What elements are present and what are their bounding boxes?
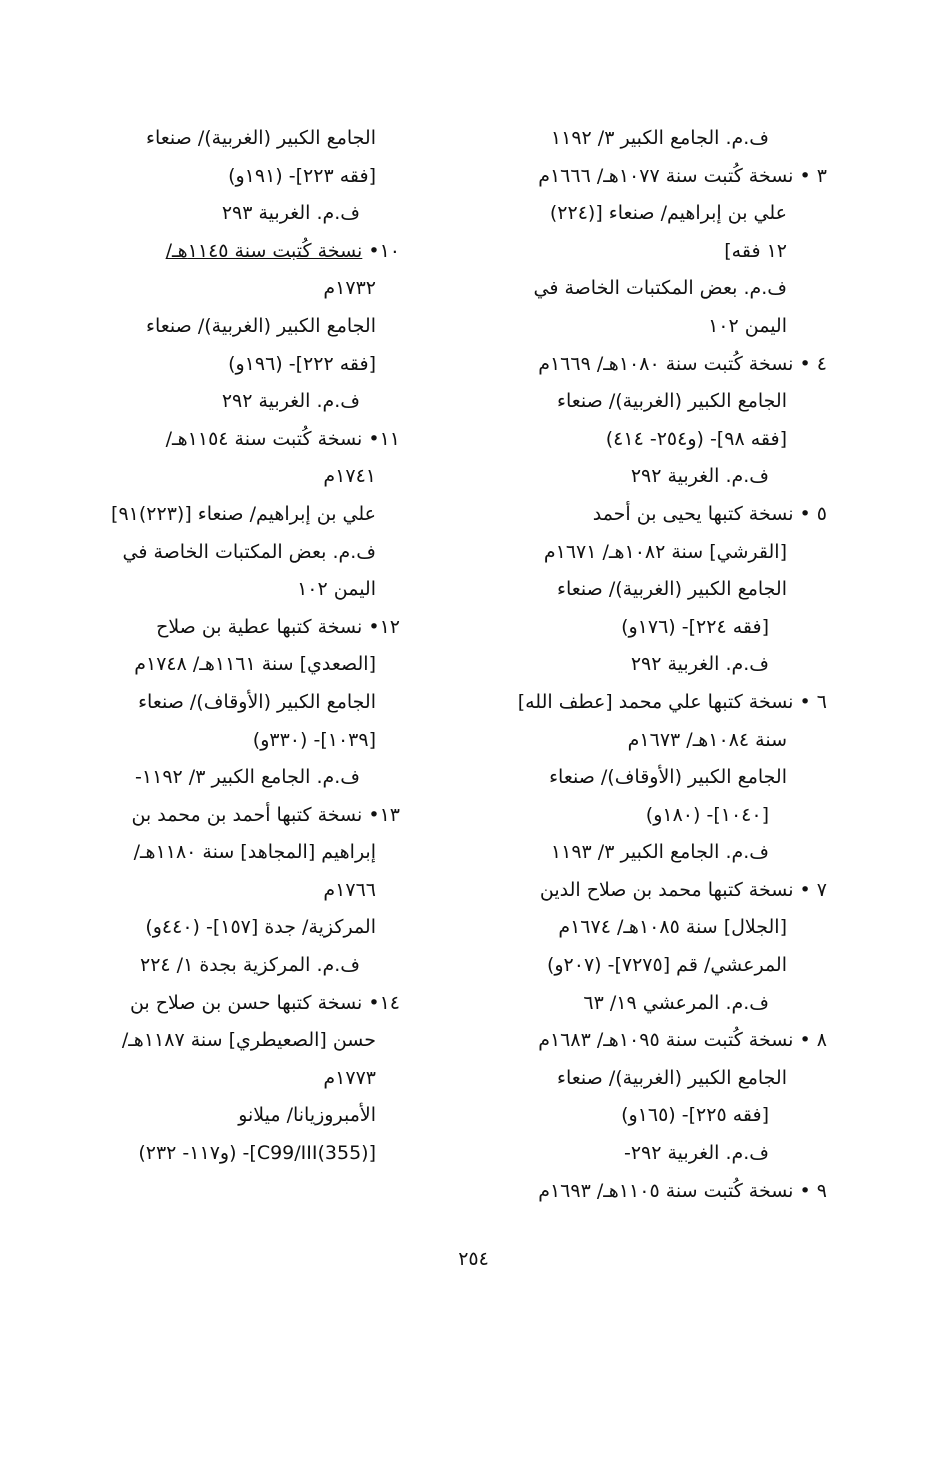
line-text: [فقه ٢٢٢]- (١٩٦و)	[228, 352, 376, 375]
entry-detail-line	[100, 270, 400, 308]
entry-detail-line	[100, 458, 400, 496]
entry-detail-line	[477, 270, 827, 308]
entry-header-line	[100, 233, 400, 271]
line-text: إبراهيم [المجاهد] سنة ١١٨٠هـ/	[133, 841, 376, 864]
entry-detail-line	[100, 722, 400, 760]
entry-detail-line	[100, 834, 400, 872]
entry-detail-line	[477, 985, 827, 1023]
entry-detail-line	[100, 1135, 400, 1173]
line-text: حسن [الصعيطري] سنة ١١٨٧هـ/	[121, 1029, 376, 1052]
entry-detail-line	[100, 346, 400, 384]
line-text: الجامع الكبير (الغربية)/ صنعاء	[146, 314, 376, 337]
entry-header-line	[477, 346, 827, 384]
line-text: [الصعدي] سنة ١١٦١هـ/ ١٧٤٨م	[134, 653, 376, 676]
line-text: الجامع الكبير (الأوقاف)/ صنعاء	[549, 766, 787, 789]
entry-detail-line	[477, 947, 827, 985]
line-text: [(355)C99/III]- (و١١٧- ٢٣٢)	[138, 1142, 376, 1165]
line-text: نسخة كتبها حسن بن صلاح بن	[129, 991, 363, 1014]
line-text: ف.م. الغربية ٢٩٢-	[623, 1142, 769, 1165]
line-text: نسخة كتبها يحيى بن أحمد	[592, 502, 794, 525]
entry-detail-line	[477, 1097, 827, 1135]
entry-number: ١١•	[368, 427, 400, 450]
line-text: [١٠٣٩]- (٣٣٠و)	[252, 728, 376, 751]
line-text: ١٧٧٣م	[323, 1066, 376, 1089]
entry-detail-line	[100, 383, 400, 421]
entry-number: ٣ •	[799, 164, 827, 187]
line-text: المركزية/ جدة [١٥٧]- (٤٤٠و)	[145, 916, 376, 939]
entry-header-line	[100, 421, 400, 459]
line-text: سنة ١٠٨٤هـ/ ١٦٧٣م	[627, 728, 787, 751]
entry-header-line	[477, 1173, 827, 1211]
entry-detail-line	[477, 759, 827, 797]
entry-detail-line	[100, 308, 400, 346]
entry-detail-line	[477, 1060, 827, 1098]
entry-detail-line	[100, 872, 400, 910]
line-text: ف.م. الغربية ٢٩٣	[221, 202, 360, 225]
entry-header-line	[477, 1022, 827, 1060]
entry-detail-line	[477, 1135, 827, 1173]
right-column	[477, 120, 827, 1210]
line-text: نسخة كُتبت سنة ١١٠٥هـ/ ١٦٩٣م	[538, 1179, 794, 1202]
line-text: الجامع الكبير (الغربية)/ صنعاء	[146, 127, 376, 149]
entry-detail-line	[477, 308, 827, 346]
line-text: [فقه ٢٢٣]- (١٩١و)	[228, 164, 376, 187]
entry-detail-line	[477, 646, 827, 684]
entry-number: ١٠•	[368, 239, 400, 262]
line-text: ١٧٣٢م	[323, 277, 376, 300]
line-text: علي بن إبراهيم/ صنعاء [(٢٢٤)	[549, 202, 787, 225]
entry-detail-line	[477, 834, 827, 872]
entry-detail-line	[100, 496, 400, 534]
line-text: [فقه ٩٨]- (و٢٥٤- ٤١٤)	[605, 427, 787, 450]
line-text: الجامع الكبير (الغربية)/ صنعاء	[557, 1066, 787, 1089]
entry-detail-line	[100, 759, 400, 797]
entry-detail-line	[477, 458, 827, 496]
entry-number: ٨ •	[799, 1029, 827, 1052]
line-text: [فقه ٢٢٥]- (١٦٥و)	[621, 1104, 769, 1127]
line-text: ١٢ فقه]	[724, 239, 787, 262]
entry-detail-line	[100, 909, 400, 947]
entry-detail-line	[477, 233, 827, 271]
line-text: [١٠٤٠]- (١٨٠و)	[645, 803, 769, 826]
line-text: ١٧٦٦م	[323, 878, 376, 901]
line-text: ف.م. الجامع الكبير ٣/ ١١٩٣	[550, 841, 769, 864]
entry-header-line	[100, 797, 400, 835]
line-text: الأمبروزيانا/ ميلانو	[238, 1104, 376, 1127]
line-text: نسخة كتبها علي محمد [عطف الله]	[517, 690, 794, 713]
line-text: اليمن ١٠٢	[708, 314, 787, 337]
entry-number: ٩ •	[799, 1179, 827, 1202]
left-column	[100, 120, 400, 1173]
line-text: [الجلال] سنة ١٠٨٥هـ/ ١٦٧٤م	[558, 916, 787, 939]
entry-detail-line	[477, 421, 827, 459]
line-text: ف.م. الجامع الكبير ٣/ ١١٩٢-	[135, 766, 360, 789]
entry-number: ٧ •	[799, 878, 827, 901]
line-text: ف.م. المركزية بجدة ١/ ٢٢٤	[140, 954, 360, 977]
entry-number: ٤ •	[799, 352, 827, 375]
entry-number: ١٢•	[368, 615, 400, 638]
line-text: نسخة كتبها محمد بن صلاح الدين	[539, 878, 794, 901]
line-text: ف.م. الغربية ٢٩٢	[630, 465, 769, 488]
entry-number: ١٤•	[368, 991, 400, 1014]
entry-header-line	[100, 609, 400, 647]
entry-header-line	[100, 985, 400, 1023]
line-text: نسخة كتبها أحمد بن محمد بن	[131, 803, 363, 826]
line-text: نسخة كُتبت سنة ١٠٩٥هـ/ ١٦٨٣م	[538, 1029, 794, 1052]
entry-detail-line	[477, 120, 827, 158]
line-text: نسخة كُتبت سنة ١٠٧٧هـ/ ١٦٦٦م	[538, 164, 794, 187]
entry-detail-line	[100, 158, 400, 196]
line-text: اليمن ١٠٢	[297, 578, 376, 601]
line-text: ف.م. الغربية ٢٩٢	[630, 653, 769, 676]
line-text: الجامع الكبير (الغربية)/ صنعاء	[557, 390, 787, 413]
entry-detail-line	[477, 722, 827, 760]
entry-detail-line	[100, 195, 400, 233]
entry-header-line	[477, 872, 827, 910]
line-text: الجامع الكبير (الأوقاف)/ صنعاء	[138, 690, 376, 713]
line-text: ف.م. الغربية ٢٩٢	[221, 390, 360, 413]
entry-detail-line	[100, 1022, 400, 1060]
entry-detail-line	[100, 1060, 400, 1098]
page-number: ٢٥٤	[458, 1248, 489, 1270]
line-text: علي بن إبراهيم/ صنعاء [(٢٢٣)٩١]	[111, 502, 376, 525]
line-text: المرعشي/ قم [٧٢٧٥]- (٢٠٧و)	[546, 954, 787, 977]
entry-header-line	[477, 496, 827, 534]
line-text: ف.م. الجامع الكبير ٣/ ١١٩٢	[550, 127, 769, 149]
line-text: ف.م. بعض المكتبات الخاصة في	[122, 540, 376, 563]
entry-detail-line	[100, 1097, 400, 1135]
line-text: نسخة كتبها عطية بن صلاح	[156, 615, 363, 638]
line-text: الجامع الكبير (الغربية)/ صنعاء	[557, 578, 787, 601]
entry-detail-line	[100, 646, 400, 684]
entry-detail-line	[477, 609, 827, 647]
line-text: نسخة كُتبت سنة ١١٥٤هـ/	[165, 427, 363, 450]
line-text: نسخة كُتبت سنة ١٠٨٠هـ/ ١٦٦٩م	[538, 352, 794, 375]
entry-detail-line	[477, 571, 827, 609]
line-text: [القرشي] سنة ١٠٨٢هـ/ ١٦٧١م	[543, 540, 787, 563]
line-text: ف.م. المرعشي ١٩/ ٦٣	[583, 991, 769, 1014]
line-text: ف.م. بعض المكتبات الخاصة في	[533, 277, 787, 300]
entry-detail-line	[100, 571, 400, 609]
entry-detail-line	[477, 534, 827, 572]
entry-number: ٥ •	[799, 502, 827, 525]
entry-detail-line	[100, 684, 400, 722]
entry-number: ٦ •	[799, 690, 827, 713]
entry-detail-line	[100, 120, 400, 158]
entry-header-line	[477, 158, 827, 196]
line-text: [فقه ٢٢٤]- (١٧٦و)	[621, 615, 769, 638]
entry-detail-line	[477, 195, 827, 233]
entry-number: ١٣•	[368, 803, 400, 826]
entry-detail-line	[100, 534, 400, 572]
line-text: نسخة كُتبت سنة ١١٤٥هـ/	[165, 239, 363, 262]
entry-header-line	[477, 684, 827, 722]
entry-detail-line	[100, 947, 400, 985]
entry-detail-line	[477, 383, 827, 421]
line-text: ١٧٤١م	[323, 465, 376, 488]
entry-detail-line	[477, 797, 827, 835]
entry-detail-line	[477, 909, 827, 947]
